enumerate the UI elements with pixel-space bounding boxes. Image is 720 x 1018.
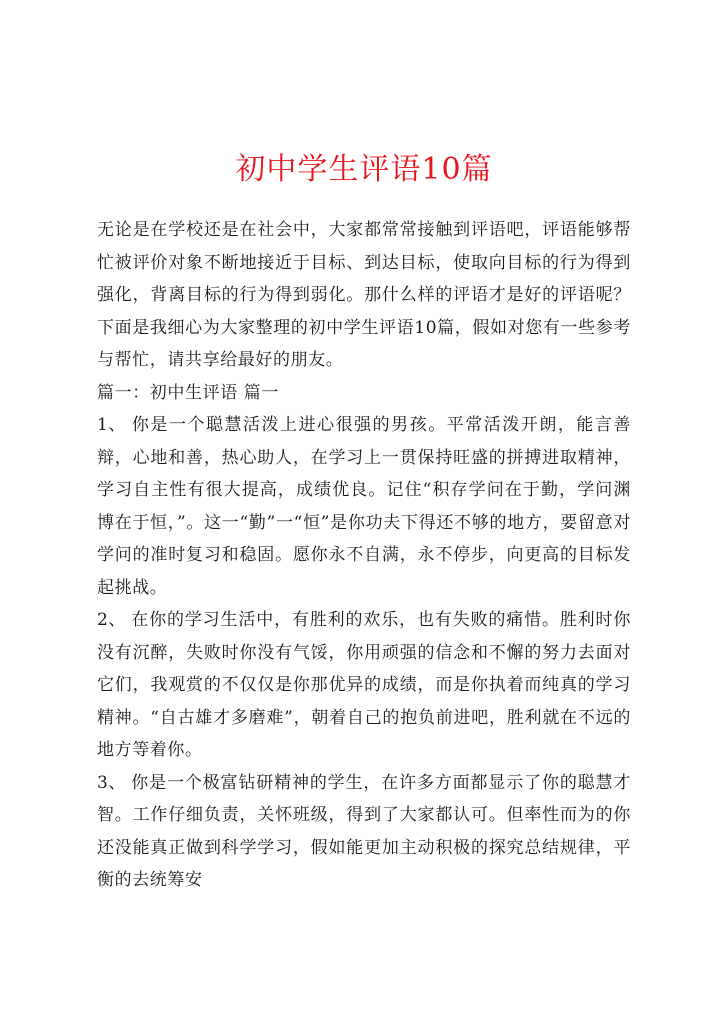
list-item — [97, 409, 631, 604]
item-number: 2、 — [97, 610, 127, 630]
document-body — [97, 214, 631, 897]
intro-paragraph — [97, 214, 631, 377]
item-number: 3、 — [97, 772, 127, 793]
document-title: 初中学生评语10篇 — [235, 152, 493, 187]
item-number: 1、 — [97, 415, 127, 435]
document-page — [97, 0, 631, 1018]
section-heading: 篇一：初中生评语 篇一 — [97, 382, 280, 403]
list-item — [97, 767, 631, 897]
intro-text: 无论是在学校还是在社会中，大家都常常接触到评语吧，评语能够帮忙被评价对象不断地接近于目标、到达目标，使取向目标的行为得到强化，背离目标的行为得到弱化。那什么样的评语才是好的评语呢？下面是我细心为大家整理的初中学生评语10篇，假如对您有一些参考与帮忙，请共享给最好的朋友。 — [97, 220, 631, 370]
list-item — [97, 604, 631, 767]
item-text: 你是一个聪慧活泼上进心很强的男孩。平常活泼开朗，能言善辩，心地和善，热心助人，在学习上一贯保持旺盛的拼搏进取精神，学习自主性有很大提高，成绩优良。记住“积存学问在于勤，学问渊博在于恒，”。这一“勤”一“恒”是你功夫下得还不够的地方，要留意对学问的准时复习和稳固。愿你永不自满，永不停步，向更高的目标发起挑战。 — [97, 415, 631, 598]
item-text: 你是一个极富钻研精神的学生，在许多方面都显示了你的聪慧才智。工作仔细负责，关怀班级，得到了大家都认可。但率性而为的你还没能真正做到科学学习，假如能更加主动积极的探究总结规律，平衡的去统筹安 — [97, 772, 631, 890]
item-text: 在你的学习生活中，有胜利的欢乐，也有失败的痛惜。胜利时你没有沉醉，失败时你没有气馁，你用顽强的信念和不懈的努力去面对它们，我观赏的不仅仅是你那优异的成绩，而是你执着而纯真的学习精神。“自古雄才多磨难”，朝着自己的抱负前进吧，胜利就在不远的地方等着你。 — [97, 610, 631, 760]
